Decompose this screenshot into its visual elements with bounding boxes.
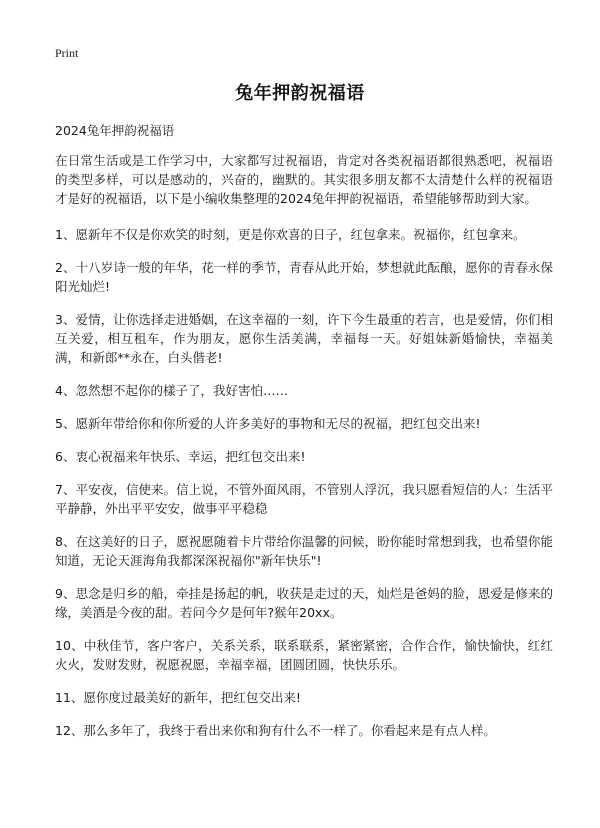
greeting-item-12: 12、那么多年了，我终于看出来你和狗有什么不一样了。你看起来是有点人样。	[55, 723, 496, 738]
greeting-item-11: 11、愿你度过最美好的新年，把红包交出来!	[55, 690, 301, 705]
greeting-item-6: 6、衷心祝福来年快乐、幸运，把红包交出来!	[55, 449, 306, 464]
greeting-item-5: 5、愿新年带给你和你所爱的人许多美好的事物和无尽的祝福，把红包交出来!	[55, 416, 481, 431]
greeting-item-9: 9、思念是归乡的船，牵挂是扬起的帆，收获是走过的天，灿烂是爸妈的脸，恩爱是修来的缘，美酒是今夜的甜。若问今夕是何年?猴年20xx。	[55, 586, 553, 620]
greeting-item-10: 10、中秋佳节，客户客户，关系关系，联系联系，紧密紧密，合作合作，愉快愉快，红红火火，发财发财，祝愿祝愿，幸福幸福，团圆团圆，快快乐乐。	[55, 638, 553, 672]
page-title: 兔年押韵祝福语	[235, 83, 365, 104]
print-link[interactable]: Print	[55, 46, 79, 60]
greeting-item-7: 7、平安夜，信使来。信上说，不管外面风雨，不管别人浮沉，我只愿看短信的人：生活平平静静，外出平平安安，做事平平稳稳	[55, 482, 553, 516]
greeting-item-1: 1、愿新年不仅是你欢笑的时刻，更是你欢喜的日子，红包拿来。祝福你，红包拿来。	[55, 227, 526, 242]
greeting-item-8: 8、在这美好的日子，愿祝愿随着卡片带给你温馨的问候，盼你能时常想到我，也希望你能知道，无论天涯海角我都深深祝福你"新年快乐"!	[55, 534, 553, 568]
intro-paragraph: 在日常生活或是工作学习中，大家都写过祝福语，肯定对各类祝福语都很熟悉吧，祝福语的类型多样，可以是感动的，兴奋的，幽默的。其实很多朋友都不太清楚什么样的祝福语才是好的祝福语，以下是小编收集整理的2024兔年押韵祝福语，希望能够帮助到大家。	[55, 153, 553, 206]
greeting-item-4: 4、忽然想不起你的樣子了，我好害怕……	[55, 383, 288, 398]
greeting-item-2: 2、十八岁诗一般的年华，花一样的季节，青春从此开始，梦想就此酝酿，愿你的青春永保阳光灿烂!	[55, 260, 553, 294]
article-body	[55, 151, 553, 754]
document-subtitle: 2024兔年押韵祝福语	[55, 123, 175, 138]
greeting-item-3: 3、爱情，让你选择走进婚姻，在这幸福的一刻，许下今生最重的若言，也是爱情，你们相互关爱，相互租车，作为朋友，愿你生活美满，幸福每一天。好姐妹新婚愉快，幸福美满，和新郎**永在，白头偕老!	[55, 312, 553, 365]
